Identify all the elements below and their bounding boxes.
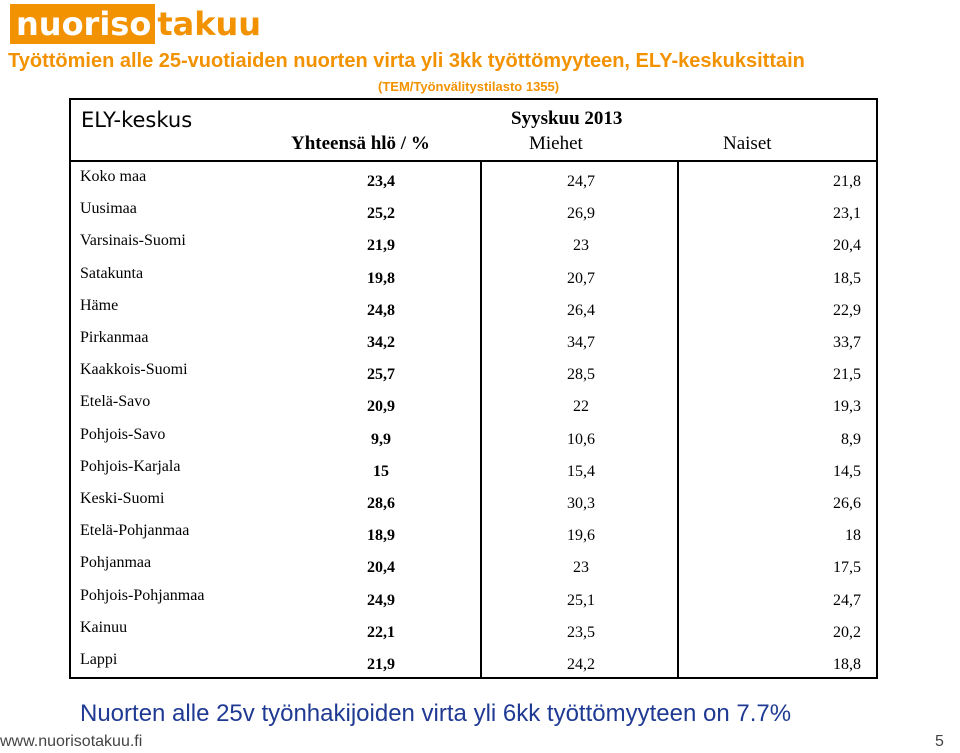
slide-title: Työttömien alle 25-vuotiaiden nuorten virta yli 3kk työttömyyteen, ELY-keskuksittain [8, 50, 805, 72]
men-value: 23 [573, 559, 589, 577]
total-value: 22,1 [367, 623, 395, 641]
table-row [71, 518, 876, 550]
men-value: 24,2 [567, 656, 595, 673]
women-value: 21,8 [833, 173, 861, 190]
total-value: 25,2 [367, 205, 395, 223]
total-value: 21,9 [367, 237, 395, 255]
total-value: 21,9 [367, 656, 395, 673]
men-value: 10,6 [567, 430, 595, 448]
page-number: 5 [935, 733, 944, 750]
women-value: 18 [845, 527, 861, 545]
total-value: 19,8 [367, 269, 395, 287]
women-value: 14,5 [833, 462, 861, 480]
region-name: Koko maa [80, 168, 147, 185]
women-value: 18,8 [833, 656, 861, 673]
men-value: 28,5 [567, 366, 595, 384]
men-value: 23,5 [567, 623, 595, 641]
men-value: 25,1 [567, 591, 595, 609]
total-value: 28,6 [367, 495, 395, 512]
region-name: Kainuu [80, 618, 128, 636]
region-name: Etelä-Pohjanmaa [80, 522, 190, 540]
header-divider [71, 160, 876, 162]
region-name: Pohjois-Savo [80, 425, 166, 443]
region-name: Häme [80, 296, 119, 314]
women-value: 21,5 [833, 366, 861, 384]
total-value: 34,2 [367, 334, 395, 351]
footer-note: Nuorten alle 25v työnhakijoiden virta yli 6kk työttömyyteen on 7.7% [80, 700, 792, 727]
region-name: Uusimaa [80, 200, 137, 218]
women-value: 24,7 [833, 591, 861, 609]
region-name: Pirkanmaa [80, 329, 149, 346]
table-row [71, 486, 876, 518]
table-row [71, 325, 876, 357]
table-row [71, 228, 876, 260]
table-row [71, 357, 876, 389]
table-row [71, 389, 876, 421]
total-value: 25,7 [367, 366, 395, 384]
women-value: 8,9 [841, 430, 861, 448]
region-name: Pohjois-Karjala [80, 457, 181, 475]
women-value: 17,5 [833, 559, 861, 577]
total-value: 9,9 [371, 430, 391, 448]
region-name: Satakunta [80, 264, 144, 282]
women-value: 26,6 [833, 495, 861, 512]
region-name: Pohjanmaa [80, 554, 152, 572]
table-row [71, 583, 876, 615]
table-row [71, 647, 876, 679]
region-name: Keski-Suomi [80, 490, 165, 507]
men-value: 34,7 [567, 334, 595, 351]
table-row [71, 454, 876, 486]
total-value: 20,4 [367, 559, 395, 577]
logo-part-nuoriso: nuoriso [10, 4, 155, 44]
header-women: Naiset [723, 133, 772, 154]
women-value: 20,2 [833, 623, 861, 641]
nuorisotakuu-logo [10, 4, 261, 44]
women-value: 19,3 [833, 398, 861, 416]
men-value: 15,4 [567, 462, 595, 480]
women-value: 22,9 [833, 301, 861, 319]
region-name: Pohjois-Pohjanmaa [80, 586, 205, 604]
men-value: 20,7 [567, 269, 595, 287]
men-value: 26,9 [567, 205, 595, 223]
table-row [71, 293, 876, 325]
total-value: 24,9 [367, 591, 395, 609]
total-value: 15 [373, 462, 389, 480]
header-total: Yhteensä hlö / % [291, 133, 430, 154]
total-value: 20,9 [367, 398, 395, 416]
region-name: Varsinais-Suomi [80, 232, 186, 250]
total-value: 18,9 [367, 527, 395, 545]
men-value: 24,7 [567, 173, 595, 190]
men-value: 26,4 [567, 301, 595, 319]
women-value: 23,1 [833, 205, 861, 223]
table-row [71, 615, 876, 647]
women-value: 18,5 [833, 269, 861, 287]
logo-part-takuu: takuu [157, 5, 262, 43]
table-row [71, 550, 876, 582]
men-value: 22 [573, 398, 589, 416]
region-name: Etelä-Savo [80, 393, 151, 411]
women-value: 33,7 [833, 334, 861, 351]
total-value: 23,4 [367, 173, 395, 190]
men-value: 30,3 [567, 495, 595, 512]
region-name: Kaakkois-Suomi [80, 361, 188, 379]
table-row [71, 261, 876, 293]
table-row [71, 164, 876, 196]
total-value: 24,8 [367, 301, 395, 319]
table-row [71, 422, 876, 454]
header-men: Miehet [529, 133, 583, 154]
region-name: Lappi [80, 651, 118, 668]
website-url: www.nuorisotakuu.fi [0, 733, 143, 750]
slide-subtitle: (TEM/Työnvälitystilasto 1355) [378, 79, 560, 94]
men-value: 19,6 [567, 527, 595, 545]
table-row [71, 196, 876, 228]
header-period: Syyskuu 2013 [511, 108, 623, 129]
men-value: 23 [573, 237, 589, 255]
header-ely-keskus: ELY-keskus [81, 108, 193, 132]
women-value: 20,4 [833, 237, 861, 255]
ely-statistics-table [69, 98, 878, 679]
